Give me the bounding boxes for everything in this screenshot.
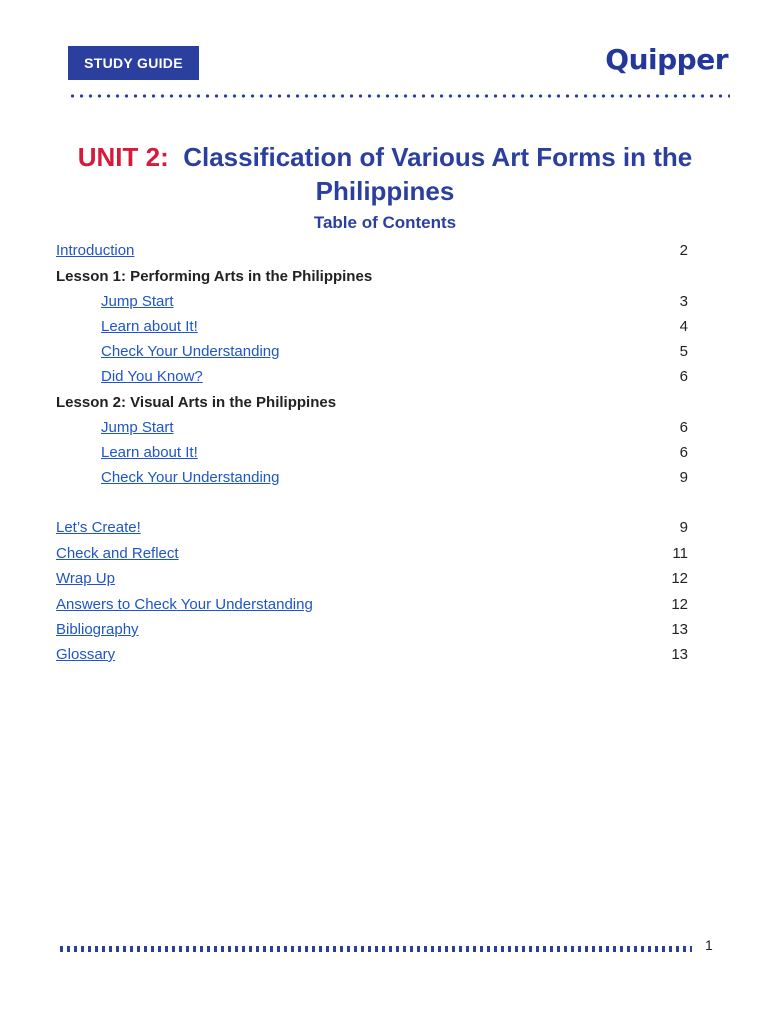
toc-page-number: 13 — [671, 646, 688, 663]
toc-link-learn-about-it[interactable]: Learn about It! — [101, 318, 198, 335]
toc-page-number: 3 — [679, 293, 688, 310]
toc-page-number: 12 — [671, 570, 688, 587]
toc-link-check-your-understanding[interactable]: Check Your Understanding — [101, 469, 280, 486]
quipper-logo: Quipper — [605, 43, 728, 76]
unit-title-text: Classification of Various Art Forms in the Philippines — [183, 142, 693, 206]
toc-link-jump-start[interactable]: Jump Start — [101, 419, 174, 436]
toc-page-number: 9 — [679, 519, 688, 536]
toc-entry-glossary — [56, 644, 688, 666]
lesson-1-title: Lesson 1: Performing Arts in the Philippines — [56, 268, 373, 285]
study-guide-badge: STUDY GUIDE — [68, 46, 199, 80]
top-dotted-divider — [68, 94, 730, 98]
toc-entry-bibliography — [56, 619, 688, 641]
unit-label: UNIT 2: — [77, 142, 169, 172]
toc-page-number: 4 — [679, 318, 688, 335]
toc-link-did-you-know[interactable]: Did You Know? — [101, 368, 203, 385]
toc-link-glossary[interactable]: Glossary — [56, 646, 116, 663]
toc-link-check-your-understanding[interactable]: Check Your Understanding — [101, 343, 280, 360]
toc-entry-lesson2-learn-about-it — [56, 442, 688, 464]
toc-lesson-2-heading — [56, 392, 688, 414]
toc-link-wrap-up[interactable]: Wrap Up — [56, 570, 115, 587]
toc-page-number: 13 — [671, 621, 688, 638]
toc-page-number: 5 — [679, 343, 688, 360]
toc-entry-lesson1-check-understanding — [56, 341, 688, 363]
toc-link-bibliography[interactable]: Bibliography — [56, 621, 139, 638]
toc-page-number: 6 — [679, 368, 688, 385]
toc-link-lets-create[interactable]: Let’s Create! — [56, 519, 141, 536]
toc-link-learn-about-it[interactable]: Learn about It! — [101, 444, 198, 461]
toc-heading: Table of Contents — [313, 213, 457, 232]
toc-entry-wrap-up — [56, 568, 688, 590]
toc-page-number: 11 — [672, 545, 688, 562]
bottom-dotted-divider — [60, 946, 692, 952]
page-title — [40, 140, 730, 208]
toc-entry-lets-create — [56, 517, 688, 539]
toc-page-number: 12 — [671, 596, 688, 613]
toc-entry-introduction — [56, 240, 688, 262]
toc-entry-answers — [56, 594, 688, 616]
toc-entry-lesson2-jump-start — [56, 417, 688, 439]
toc-page-number: 9 — [679, 469, 688, 486]
toc-link-jump-start[interactable]: Jump Start — [101, 293, 174, 310]
toc-entry-check-and-reflect — [56, 543, 688, 565]
toc-entry-lesson2-check-understanding — [56, 467, 688, 489]
toc-page-number: 6 — [679, 419, 688, 436]
footer-page-number: 1 — [705, 937, 713, 953]
toc-lesson-1-heading — [56, 266, 688, 288]
toc-link-answers[interactable]: Answers to Check Your Understanding — [56, 596, 313, 613]
toc-page-number: 2 — [679, 242, 688, 259]
toc-entry-lesson1-did-you-know — [56, 366, 688, 388]
toc-entry-lesson1-jump-start — [56, 291, 688, 313]
toc-link-introduction[interactable]: Introduction — [56, 242, 135, 259]
toc-link-check-and-reflect[interactable]: Check and Reflect — [56, 545, 179, 562]
toc-page-number: 6 — [679, 444, 688, 461]
lesson-2-title: Lesson 2: Visual Arts in the Philippines — [56, 394, 337, 411]
toc-entry-lesson1-learn-about-it — [56, 316, 688, 338]
